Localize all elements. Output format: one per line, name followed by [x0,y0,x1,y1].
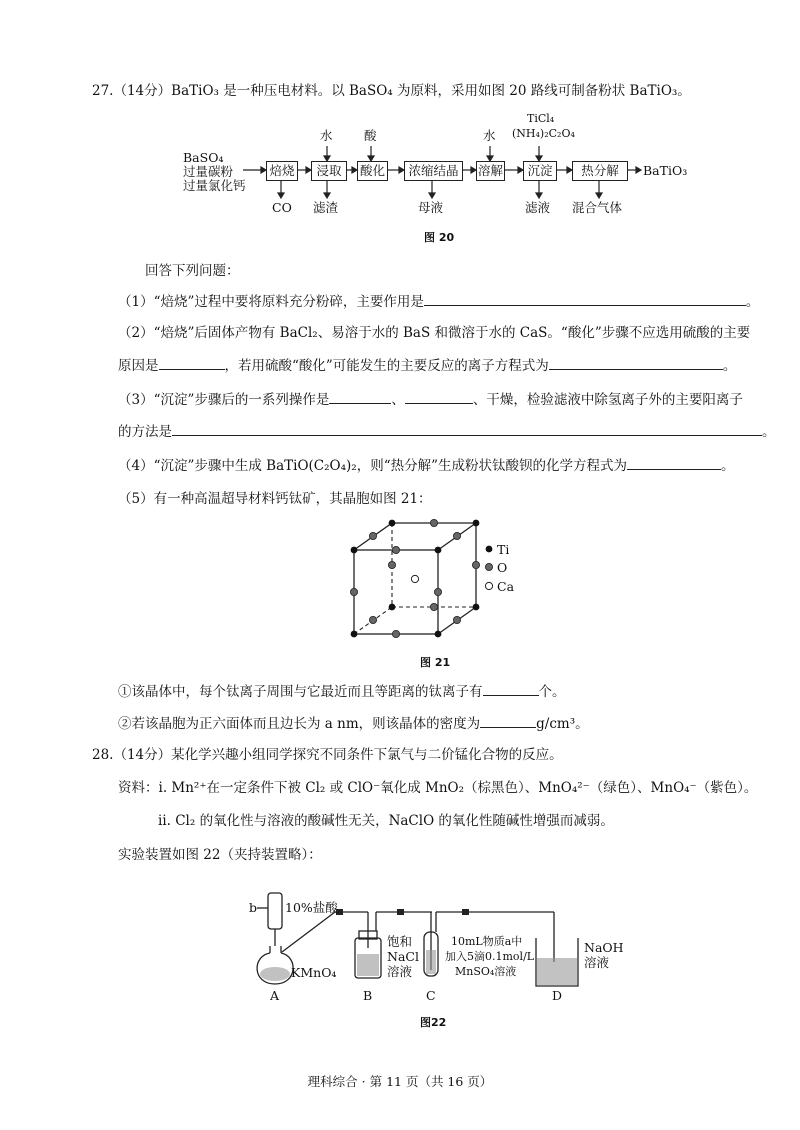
apparatus-d-text-1: NaOH [584,940,624,955]
q27-part4-text: （4）“沉淀”步骤中生成 BaTiO(C₂O₄)₂，则“热分解”生成粉状钛酸钡的化学方程式为 [118,458,628,474]
flow-bottom-co: CO [272,200,292,215]
q27-part3a-start: （3）“沉淀”步骤后的一系列操作是 [118,392,330,408]
flow-input-carbon: 过量碳粉 [183,164,234,179]
q27-prompt: 回答下列问题： [145,263,240,279]
q27-part3b-end: 。 [762,424,776,440]
flow-top-water-2: 水 [483,128,496,143]
apparatus-c-text-3: MnSO₄溶液 [455,965,517,978]
q27-part5: （5）有一种高温超导材料钙钛矿，其晶胞如图 21： [118,491,432,507]
flow-bottom-mother-liquor: 母液 [418,200,444,215]
q27-part1-text: （1）“焙烧”过程中要将原料充分粉碎，主要作用是 [118,294,424,310]
flow-bottom-mixed-gas: 混合气体 [572,200,623,215]
q27-part3b-start: 的方法是 [118,424,172,440]
apparatus-letter-b: B [363,988,373,1003]
q27-part1-end: 。 [745,294,760,310]
q27-part3a-end: 、干燥，检验滤液中除氢离子外的主要阳离子 [472,392,743,408]
flow-bottom-residue: 滤渣 [313,200,339,215]
flow-step-decompose: 热分解 [572,161,628,181]
apparatus-kmno4: KMnO₄ [291,965,337,980]
flow-top-oxalate: (NH₄)₂C₂O₄ [512,127,575,140]
apparatus-b-text-1: 饱和 [387,934,413,949]
q28-intro: 28.（14分）某化学兴趣小组同学探究不同条件下氯气与二价锰化合物的反应。 [92,747,563,763]
flow-top-ticl4: TiCl₄ [527,112,555,125]
apparatus-c-text-1: 10mL物质a中 [451,935,523,948]
q27-part2b-start: 原因是 [118,358,159,374]
q27-part2b-mid: ，若用硫酸“酸化”可能发生的主要反应的离子方程式为 [224,358,549,374]
flow-step-concentrate: 浓缩结晶 [404,161,463,181]
q28-info2: ⅱ. Cl₂ 的氧化性与溶液的酸碱性无关，NaClO 的氧化性随碱性增强而减弱。 [158,813,614,829]
apparatus-d-text-2: 溶液 [584,955,610,970]
q27-part3a-sep: 、 [391,392,405,408]
q28-setup: 实验装置如图 22（夹持装置略）： [118,847,322,863]
flow-input-cacl2: 过量氯化钙 [183,178,246,193]
apparatus-letter-a: A [270,988,280,1003]
flow-step-dissolve: 溶解 [476,161,505,181]
apparatus-acid: 10%盐酸 [285,900,338,915]
fig20-caption: 图 20 [424,231,455,244]
q27-sub1-end: 个。 [538,684,566,700]
q28-info1: 资料：ⅰ. Mn²⁺在一定条件下被 Cl₂ 或 ClO⁻氧化成 MnO₂（棕黑色）、MnO₄²⁻（绿色）、MnO₄⁻（紫色）。 [118,780,758,796]
legend-o: O [497,560,508,575]
flow-top-water-1: 水 [320,128,333,143]
apparatus-letter-c: C [426,988,436,1003]
flow-step-leach: 浸取 [311,161,347,181]
q27-sub2-end: g/cm³。 [536,716,589,732]
flow-step-roast: 焙烧 [266,161,298,181]
apparatus-b-text-3: 溶液 [387,964,413,979]
q27-sub2-start: ②若该晶胞为正六面体而且边长为 a nm，则该晶体的密度为 [118,716,481,732]
legend-ti: Ti [497,542,510,557]
fig22-caption: 图22 [420,1016,447,1029]
q27-part4-end: 。 [721,458,735,474]
apparatus-letter-d: D [552,988,563,1003]
apparatus-c-text-2: 加入5滴0.1mol/L [445,950,535,963]
flow-input-baso4: BaSO₄ [183,150,224,165]
flow-product: BaTiO₃ [643,163,688,178]
legend-ca: Ca [497,579,515,594]
fig21-caption: 图 21 [420,656,451,669]
q27-sub1-start: ①该晶体中，每个钛离子周围与它最近而且等距离的钛离子有 [118,684,483,700]
q27-part2b-end: 。 [722,358,737,374]
apparatus-b-text-2: NaCl [387,949,419,964]
flow-bottom-filtrate: 滤液 [525,200,551,215]
flow-step-precipitate: 沉淀 [523,161,557,181]
page-footer: 理科综合 · 第 11 页（共 16 页） [307,1074,493,1089]
flow-step-acidify: 酸化 [357,161,388,181]
q27-intro: 27.（14分）BaTiO₃ 是一种压电材料。以 BaSO₄ 为原料，采用如图 20 路线可制备粉状 BaTiO₃。 [92,83,691,99]
apparatus-b-label: b [249,900,258,915]
q27-part2a: （2）“焙烧”后固体产物有 BaCl₂、易溶于水的 BaS 和微溶于水的 CaS。“酸化”步骤不应选用硫酸的主要 [118,325,751,341]
flow-top-acid: 酸 [364,128,377,143]
